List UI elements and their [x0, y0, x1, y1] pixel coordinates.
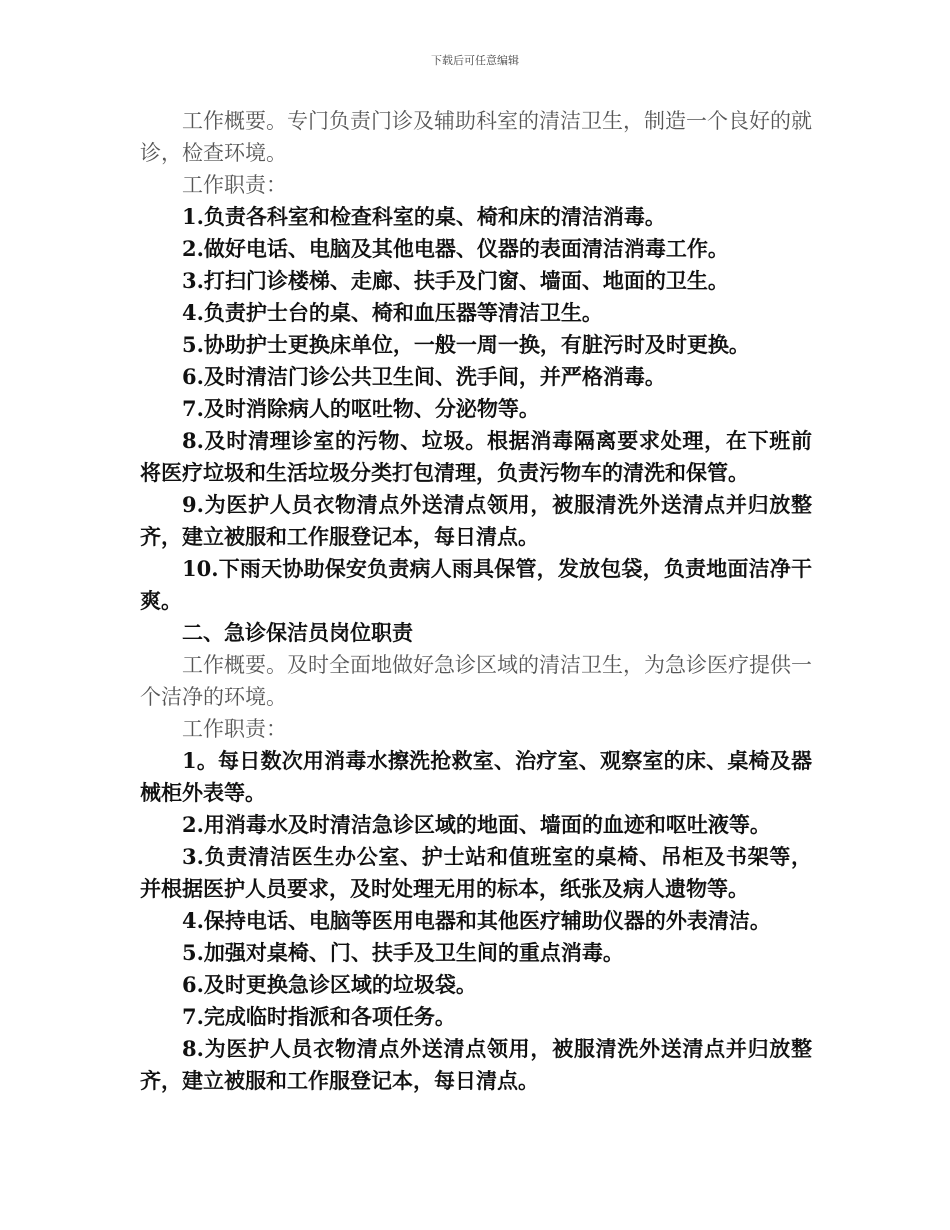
- duty-item: 8.为医护人员衣物清点外送清点领用，被服清洗外送清点并归放整齐，建立被服和工作服登记本，每日清点。: [140, 1036, 812, 1093]
- paragraph-duties-heading-outpatient: 工作职责：: [182, 173, 287, 197]
- page-header-note: 下载后可任意编辑: [431, 54, 519, 67]
- duty-item: 1.负责各科室和检查科室的桌、椅和床的清洁消毒。: [182, 204, 666, 229]
- duty-item: 3.负责清洁医生办公室、护士站和值班室的桌椅、吊柜及书架等，并根据医护人员要求，及时处理无用的标本，纸张及病人遗物等。: [140, 844, 812, 901]
- duty-item: 4.保持电话、电脑等医用电器和其他医疗辅助仪器的外表清洁。: [182, 908, 771, 933]
- duty-item: 4.负责护士台的桌、椅和血压器等清洁卫生。: [182, 300, 603, 325]
- duty-item: 5.协助护士更换床单位，一般一周一换，有脏污时及时更换。: [182, 332, 750, 357]
- duty-item: 2.做好电话、电脑及其他电器、仪器的表面清洁消毒工作。: [182, 236, 729, 261]
- paragraph-duties-heading-emergency: 工作职责：: [182, 717, 287, 741]
- duty-item: 8.及时清理诊室的污物、垃圾。根据消毒隔离要求处理，在下班前将医疗垃圾和生活垃圾分类打包清理，负责污物车的清洗和保管。: [140, 428, 812, 485]
- paragraph-overview-outpatient: 工作概要。专门负责门诊及辅助科室的清洁卫生，制造一个良好的就诊，检查环境。: [140, 109, 812, 165]
- duty-item: 6.及时更换急诊区域的垃圾袋。: [182, 972, 477, 997]
- duty-item: 7.及时消除病人的呕吐物、分泌物等。: [182, 396, 540, 421]
- section-heading-emergency: 二、急诊保洁员岗位职责: [182, 620, 413, 645]
- duty-item: 10.下雨天协助保安负责病人雨具保管，发放包袋，负责地面洁净干爽。: [140, 556, 812, 613]
- duty-item: 3.打扫门诊楼梯、走廊、扶手及门窗、墙面、地面的卫生。: [182, 268, 729, 293]
- document-body: [140, 105, 812, 1097]
- duty-item: 5.加强对桌椅、门、扶手及卫生间的重点消毒。: [182, 940, 624, 965]
- duty-item: 6.及时清洁门诊公共卫生间、洗手间，并严格消毒。: [182, 364, 666, 389]
- duty-item: 7.完成临时指派和各项任务。: [182, 1004, 456, 1029]
- duty-item: 9.为医护人员衣物清点外送清点领用，被服清洗外送清点并归放整齐，建立被服和工作服登记本，每日清点。: [140, 492, 812, 549]
- duty-item: 1。每日数次用消毒水擦洗抢救室、治疗室、观察室的床、桌椅及器械柜外表等。: [140, 748, 812, 805]
- duty-item: 2.用消毒水及时清洁急诊区域的地面、墙面的血迹和呕吐液等。: [182, 812, 771, 837]
- paragraph-overview-emergency: 工作概要。及时全面地做好急诊区域的清洁卫生，为急诊医疗提供一个洁净的环境。: [140, 653, 812, 709]
